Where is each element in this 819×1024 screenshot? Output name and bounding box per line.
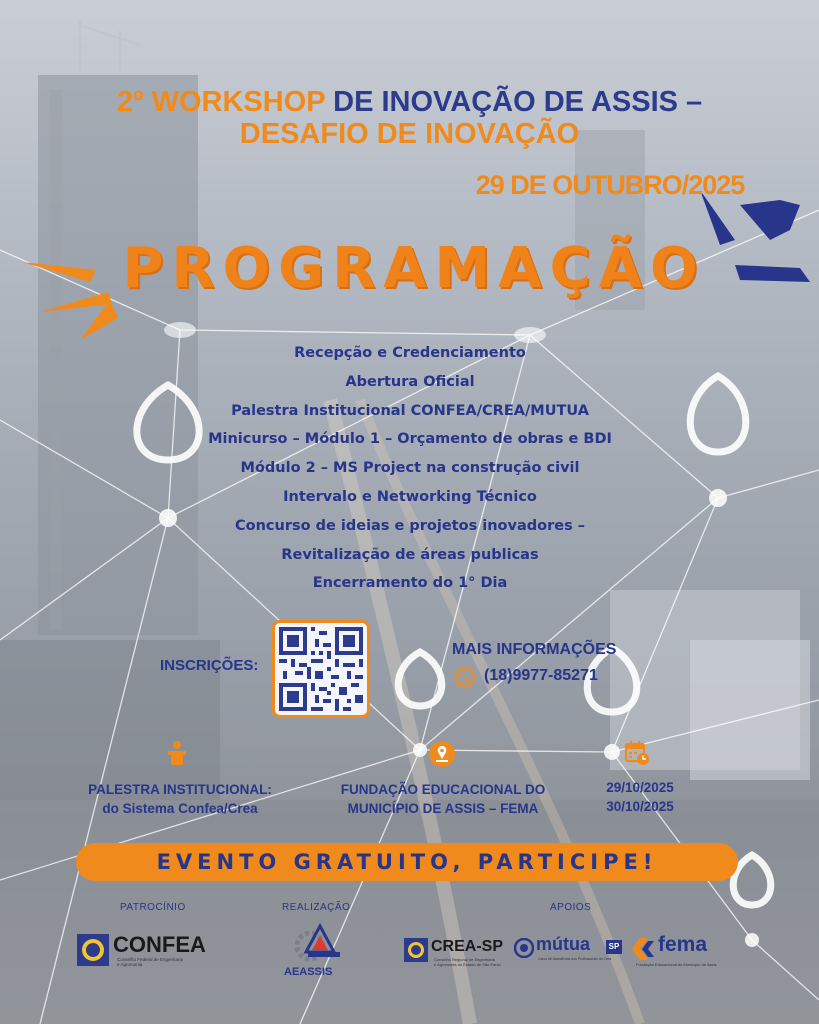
schedule-item: Intervalo e Networking Técnico (283, 488, 537, 505)
qr-code-icon (279, 627, 363, 711)
fema-logo (632, 933, 737, 972)
mutua-symbol-icon (514, 938, 534, 958)
location-icon (428, 740, 456, 772)
mutua-name: mútua (536, 934, 590, 954)
speaker-podium-icon (165, 740, 189, 770)
venue-info-line1: FUNDAÇÃO EDUCACIONAL DO (340, 782, 546, 797)
schedule-list (120, 339, 700, 598)
confea-subtitle-1: Conselho Federal de Engenharia (117, 957, 184, 962)
schedule-item: Revitalização de áreas publicas (281, 546, 539, 563)
programacao-heading: PROGRAMAÇÃO (122, 236, 706, 301)
confea-seal-icon (77, 934, 109, 966)
fema-symbol-icon (632, 938, 656, 960)
event-date-1: 29/10/2025 (606, 780, 674, 795)
speaker-info-line1: PALESTRA INSTITUCIONAL: (88, 782, 272, 797)
event-subtitle: DESAFIO DE INOVAÇÃO (239, 118, 580, 150)
confea-subtitle-2: e Agronomia (117, 962, 143, 967)
speaker-info-line2: do Sistema Confea/Crea (102, 801, 258, 816)
schedule-item: Minicurso – Módulo 1 – Orçamento de obras e BDI (208, 431, 612, 448)
phone-number[interactable]: (18)9977-85271 (484, 667, 598, 684)
apoios-label: APOIOS (550, 902, 592, 913)
calendar-clock-icon (624, 740, 650, 770)
event-title (0, 86, 819, 118)
aeassis-name: AEASSIS (284, 966, 333, 978)
confea-logo (77, 932, 227, 972)
event-title-part2: DE INOVAÇÃO DE ASSIS – (333, 86, 703, 118)
crea-sp-logo (404, 938, 514, 974)
free-event-banner: EVENTO GRATUITO, PARTICIPE! (76, 843, 738, 881)
whatsapp-icon (454, 666, 476, 692)
aeassis-emblem-icon (286, 922, 344, 964)
fema-subtitle: Fundação Educacional do Município de Assis (636, 962, 717, 967)
patrocinio-label: PATROCÍNIO (120, 902, 186, 913)
schedule-item: Abertura Oficial (345, 373, 475, 390)
speaker-info (70, 780, 290, 818)
schedule-item: Encerramento do 1° Dia (312, 575, 508, 592)
crea-sp-subtitle-2: e Agronomia do Estado de São Paulo (434, 962, 501, 967)
crea-sp-seal-icon (404, 938, 428, 962)
realizacao-label: REALIZAÇÃO (282, 902, 351, 913)
event-date: 29 DE OUTUBRO/2025 (475, 170, 745, 200)
aeassis-logo (280, 922, 350, 982)
mutua-sp-badge: SP (606, 940, 622, 954)
schedule-item: Módulo 2 – MS Project na construção civil (240, 460, 580, 477)
crea-sp-name: CREA-SP (431, 938, 504, 955)
event-dates (580, 778, 700, 816)
event-date-2: 30/10/2025 (606, 799, 674, 814)
venue-info (318, 780, 568, 818)
confea-name: CONFEA (113, 932, 206, 957)
fema-name: fema (658, 933, 708, 956)
schedule-item: Concurso de ideias e projetos inovadores – (234, 517, 585, 534)
crea-sp-subtitle-1: Conselho Regional de Engenharia (434, 957, 495, 962)
schedule-item: Palestra Institucional CONFEA/CREA/MUTUA (231, 402, 589, 419)
more-info-label: MAIS INFORMAÇÕES (452, 641, 617, 658)
venue-info-line2: MUNICÍPIO DE ASSIS – FEMA (347, 801, 539, 816)
mutua-subtitle: Caixa de Assistência dos Profissionais do Crea (538, 957, 612, 961)
registration-qr-code[interactable] (272, 620, 370, 718)
registration-label: INSCRIÇÕES: (160, 657, 259, 674)
mutua-logo (514, 936, 626, 972)
event-title-part1: 2º WORKSHOP (116, 86, 326, 118)
schedule-item: Recepção e Credenciamento (294, 345, 526, 361)
